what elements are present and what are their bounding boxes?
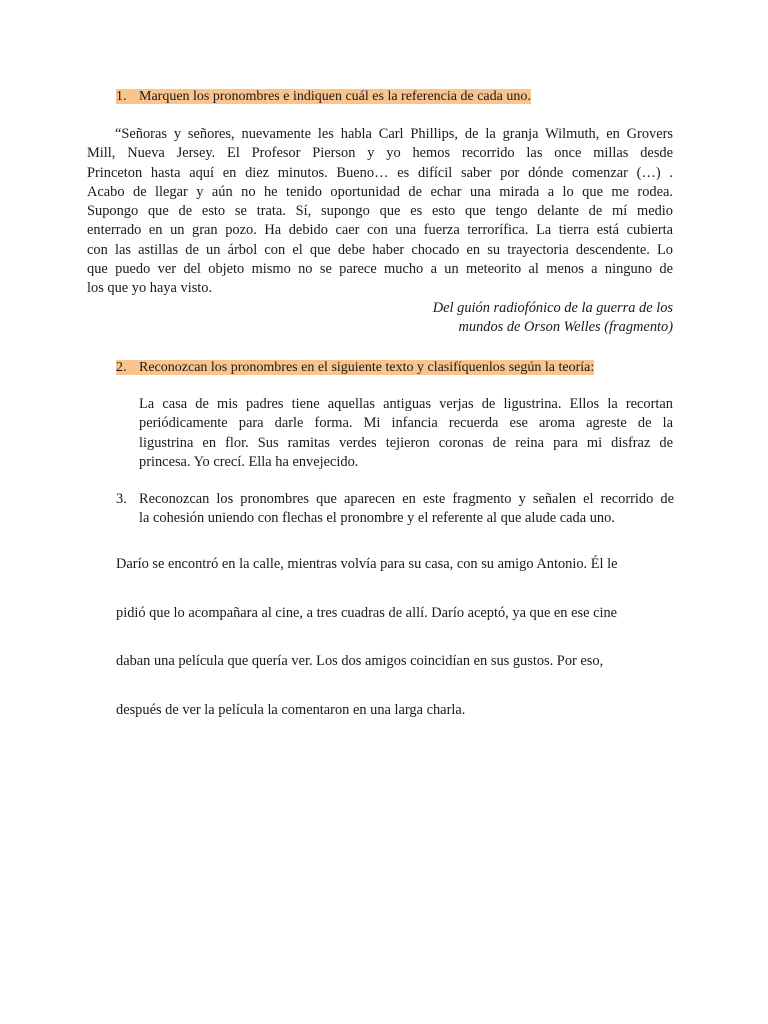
quote-line: Supongo que de esto se trata. Sí, supongo que es esto que tengo delante de mí medio: [87, 203, 673, 220]
prose-line: pidió que lo acompañara al cine, a tres cuadras de allí. Darío aceptó, ya que en ese cine: [116, 605, 618, 621]
highlighted-instruction: [116, 89, 531, 104]
exercise-1-instruction: [116, 87, 531, 106]
text-line: La casa de mis padres tiene aquellas antiguas verjas de ligustrina. Ellos la recortan: [139, 396, 673, 412]
text-line: princesa. Yo crecí. Ella ha envejecido.: [139, 453, 359, 470]
instruction-line: la cohesión uniendo con flechas el pronombre y el referente al que alude cada uno.: [139, 510, 615, 526]
prose-line: Darío se encontró en la calle, mientras volvía para su casa, con su amigo Antonio. Él le: [116, 556, 618, 572]
text-line: periódicamente para darle forma. Mi infancia recuerda ese aroma agreste de la: [139, 415, 673, 432]
instruction-text: Reconozcan los pronombres que aparecen en este fragmento y señalen el recorrido de: [139, 491, 674, 507]
quote-line: “Señoras y señores, nuevamente les habla Carl Phillips, de la granja Wilmuth, en Grovers: [115, 126, 673, 142]
citation: [433, 299, 673, 338]
quote-line: enterrado en un gran pozo. Ha debido caer con una fuerza terrorífica. La tierra está cubierta: [87, 222, 673, 239]
exercise-number: 2.: [116, 360, 127, 375]
instruction-text: Marquen los pronombres e indiquen cuál es la referencia de cada uno.: [139, 89, 531, 104]
text-line: ligustrina en flor. Sus ramitas verdes tejieron coronas de reina para mi disfraz de: [139, 434, 673, 451]
instruction-text: Reconozcan los pronombres en el siguiente texto y clasifíquenlos según la teoría:: [139, 360, 595, 375]
exercise-2-text: [139, 395, 673, 472]
exercise-2-instruction: [116, 358, 594, 377]
quote-line: Acabo de llegar y aún no he tenido oportunidad de echar una mirada a lo que me rodea.: [87, 183, 673, 200]
quote-line: Mill, Nueva Jersey. El Profesor Pierson y yo hemos recorrido las once millas desde: [87, 145, 673, 162]
highlighted-instruction: [116, 360, 594, 375]
prose-line: daban una película que quería ver. Los dos amigos coincidían en sus gustos. Por eso,: [116, 653, 604, 669]
exercise-number: 1.: [116, 89, 127, 104]
quote-line: Princeton hasta aquí en diez minutos. Bueno… es difícil saber por dónde comenzar (…) .: [87, 164, 673, 181]
prose-line: después de ver la película la comentaron en una larga charla.: [116, 702, 466, 718]
quote-line: los que yo haya visto.: [87, 280, 213, 297]
exercise-3-instruction: [116, 490, 674, 528]
citation-line: Del guión radiofónico de la guerra de los: [432, 300, 673, 316]
quote-line: que puedo ver del objeto mismo no se parece mucho a un meteorito al menos a ninguno de: [87, 261, 673, 278]
exercise-number: 3.: [116, 491, 127, 507]
quote-paragraph: [87, 125, 673, 299]
instruction-line: [116, 490, 674, 509]
citation-line: mundos de Orson Welles (fragmento): [458, 319, 673, 336]
quote-line: con las astillas de un árbol con el que debe haber chocado en su trayectoria descendente. Lo: [87, 241, 673, 258]
